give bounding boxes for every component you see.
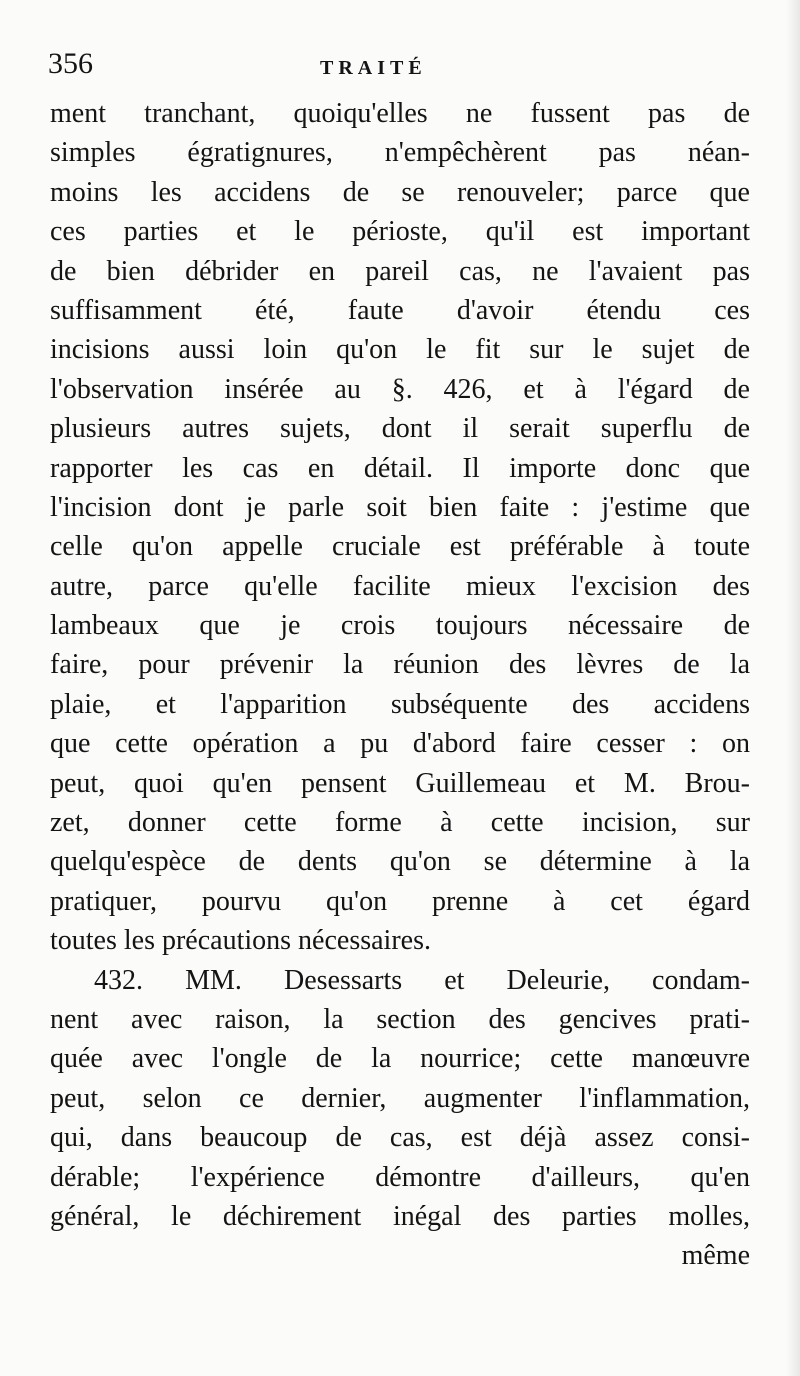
text-line: quelqu'espèce de dents qu'on se détermine à la: [50, 846, 750, 878]
text-line: quée avec l'ongle de la nourrice; cette manœuvre: [50, 1043, 750, 1075]
text-line: toutes les précautions nécessaires.: [50, 925, 431, 957]
text-line: pratiquer, pourvu qu'on prenne à cet égard: [50, 885, 750, 917]
text-line: peut, selon ce dernier, augmenter l'inflammation,: [50, 1082, 750, 1114]
page-edge-shadow: [786, 0, 800, 1376]
text-line: autre, parce qu'elle facilite mieux l'excision des: [50, 570, 750, 602]
text-line: rapporter les cas en détail. Il importe donc que: [50, 452, 750, 484]
catchword: même: [681, 1240, 750, 1272]
text-line: plusieurs autres sujets, dont il serait superflu de: [50, 413, 750, 445]
text-line: simples égratignures, n'empêchèrent pas néan-: [50, 137, 750, 169]
text-line: plaie, et l'apparition subséquente des accidens: [50, 688, 750, 720]
text-line: moins les accidens de se renouveler; parce que: [50, 176, 750, 208]
text-line: général, le déchirement inégal des parties molles,: [50, 1200, 750, 1232]
text-line: ment tranchant, quoiqu'elles ne fussent pas de: [50, 98, 750, 129]
text-line: celle qu'on appelle cruciale est préférable à toute: [50, 531, 750, 563]
running-title: TRAITÉ: [320, 57, 427, 79]
text-line: qui, dans beaucoup de cas, est déjà assez consi-: [50, 1122, 750, 1154]
text-line: incisions aussi loin qu'on le fit sur le sujet de: [50, 334, 750, 366]
text-line: ces parties et le périoste, qu'il est important: [50, 216, 750, 248]
text-line: nent avec raison, la section des gencives prati-: [50, 1003, 750, 1035]
text-line: que cette opération a pu d'abord faire cesser : on: [50, 728, 750, 760]
text-line: suffisamment été, faute d'avoir étendu ces: [50, 294, 750, 326]
text-line: l'incision dont je parle soit bien faite : j'estime que: [50, 491, 750, 523]
text-line: dérable; l'expérience démontre d'ailleurs, qu'en: [50, 1161, 750, 1193]
page-number: 356: [48, 47, 93, 80]
text-line: de bien débrider en pareil cas, ne l'avaient pas: [50, 255, 750, 287]
body-text: [50, 94, 750, 1276]
text-line: 432. MM. Desessarts et Deleurie, condam-: [94, 964, 750, 996]
text-line: zet, donner cette forme à cette incision, sur: [50, 807, 750, 839]
text-line: faire, pour prévenir la réunion des lèvres de la: [50, 649, 750, 681]
text-line: lambeaux que je crois toujours nécessaire de: [50, 610, 750, 642]
page-header: [0, 44, 800, 84]
text-line: peut, quoi qu'en pensent Guillemeau et M. Brou-: [50, 767, 750, 799]
text-line: l'observation insérée au §. 426, et à l'égard de: [50, 373, 750, 405]
